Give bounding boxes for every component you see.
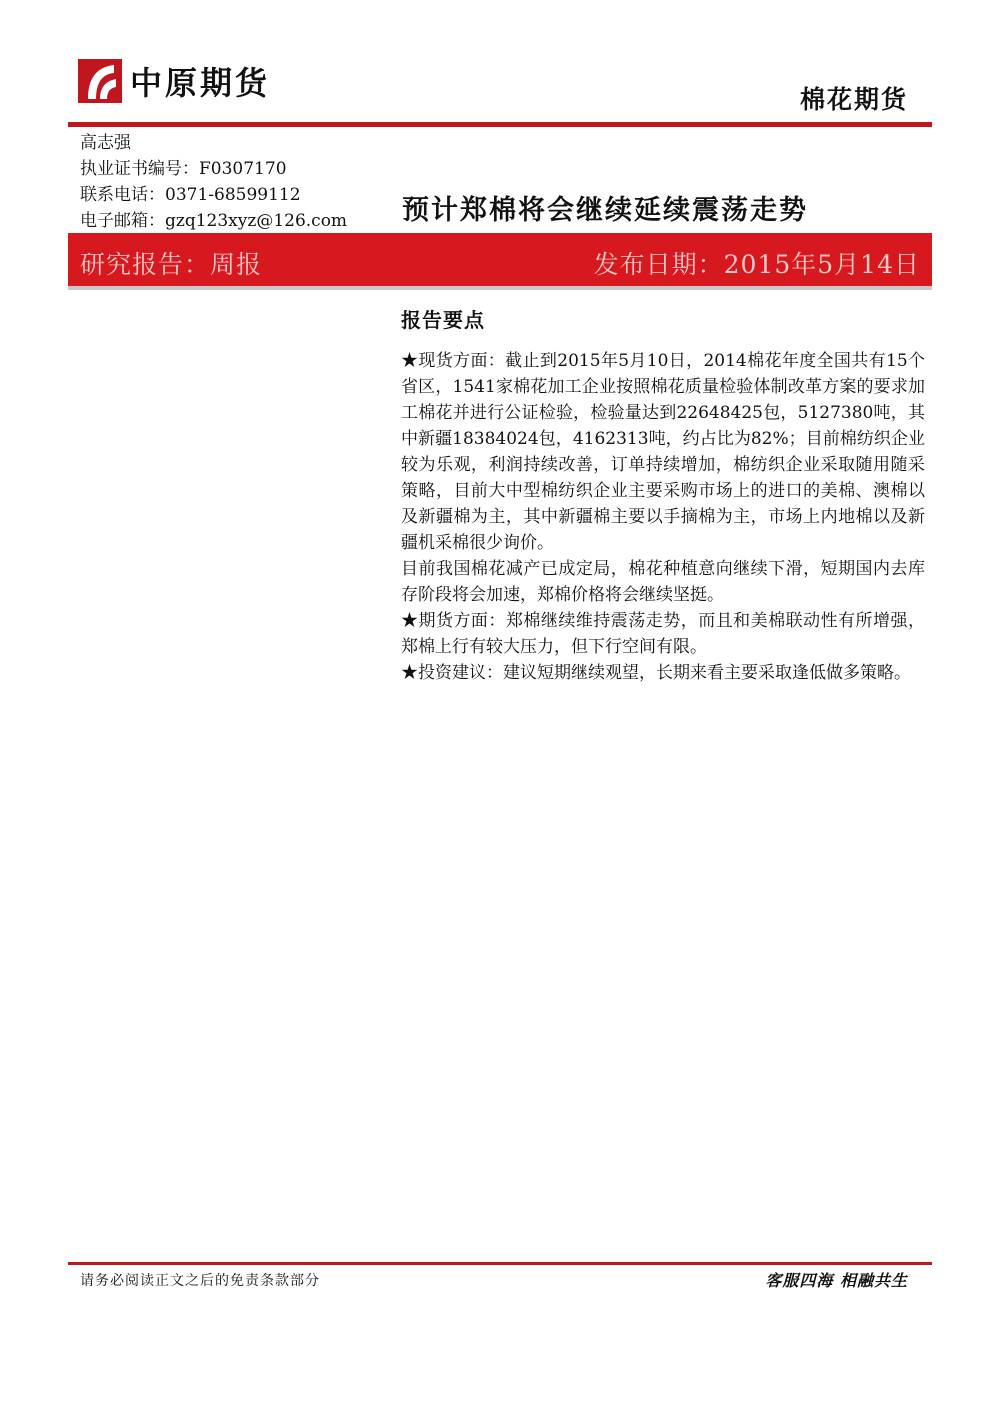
report-banner <box>68 233 932 290</box>
logo-text: 中原期货 <box>130 64 271 102</box>
analyst-name: 高志强 <box>80 133 131 153</box>
report-type: 研究报告：周报 <box>80 250 263 279</box>
report-category: 棉花期货 <box>799 85 908 114</box>
analyst-phone: 联系电话：0371-68599112 <box>80 185 301 205</box>
summary-paragraph-futures: ★期货方面：郑棉继续维持震荡走势，而且和美棉联动性有所增强，郑棉上行有较大压力，但下行空间有限。 <box>401 611 925 657</box>
report-summary <box>401 304 925 686</box>
bottom-divider <box>68 1262 932 1265</box>
summary-paragraph-spot: ★现货方面：截止到2015年5月10日，2014棉花年度全国共有15个省区，1541家棉花加工企业按照棉花质量检验体制改革方案的要求加工棉花并进行公证检验，检验量达到22648425包，5127380吨，其中新疆18384024包，4162313吨，约占比为82%；目前棉纺织企业较为乐观，利润持续改善，订单持续增加，棉纺织企业采取随用随采策略，目前大中型棉纺织企业主要采购市场上的进口的美棉、澳棉以及新疆棉为主，其中新疆棉主要以手摘棉为主，市场上内地棉以及新疆机采棉很少询价。 <box>401 351 925 553</box>
publish-date: 发布日期：2015年5月14日 <box>593 250 920 279</box>
disclaimer-note: 请务必阅读正文之后的免责条款部分 <box>80 1273 320 1289</box>
summary-heading: 报告要点 <box>401 308 485 332</box>
summary-paragraph-outlook: 目前我国棉花减产已成定局，棉花种植意向继续下滑，短期国内去库存阶段将会加速，郑棉价格将会继续坚挺。 <box>401 559 925 605</box>
analyst-license: 执业证书编号：F0307170 <box>80 159 287 179</box>
analyst-email: 电子邮箱：gzq123xyz@126.com <box>80 211 348 231</box>
report-title: 预计郑棉将会继续延续震荡走势 <box>402 195 808 226</box>
summary-paragraph-advice: ★投资建议：建议短期继续观望，长期来看主要采取逢低做多策略。 <box>401 663 911 683</box>
analyst-info <box>80 130 347 234</box>
logo-mark-icon <box>78 59 122 103</box>
company-slogan: 客服四海 相融共生 <box>765 1271 908 1290</box>
top-divider <box>68 122 932 127</box>
company-logo <box>78 58 270 104</box>
